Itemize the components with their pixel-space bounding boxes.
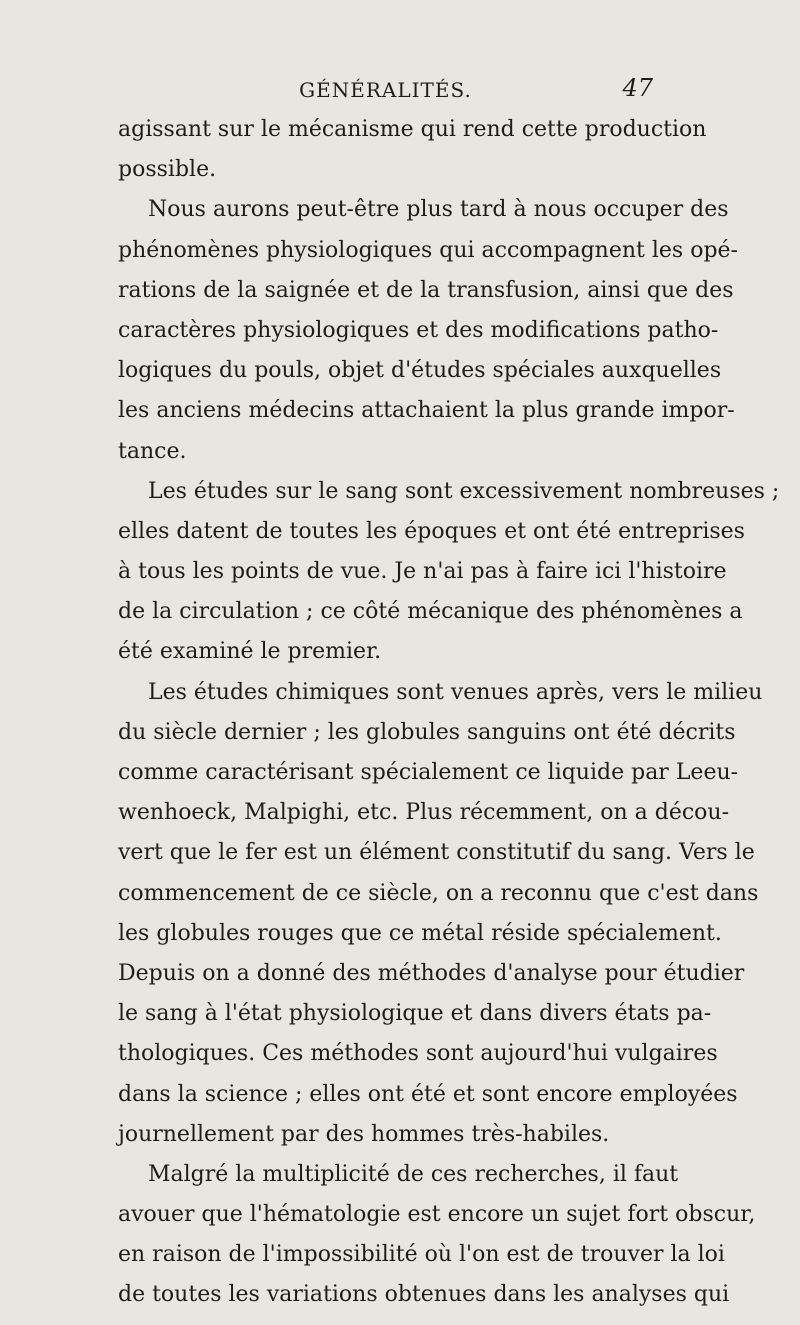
text-line: du siècle dernier ; les globules sanguins ont été décrits <box>118 719 736 745</box>
paragraph-first-line: Malgré la multiplicité de ces recherches, il faut <box>148 1161 679 1187</box>
text-line: possible. <box>118 157 217 183</box>
text-line: de la circulation ; ce côté mécanique des phénomènes a <box>118 599 743 625</box>
text-line: caractères physiologiques et des modifications patho- <box>118 317 719 343</box>
text-line: avouer que l'hématologie est encore un sujet fort obscur, <box>118 1202 756 1228</box>
text-line: journellement par des hommes très-habiles. <box>118 1121 610 1147</box>
text-line: de toutes les variations obtenues dans les analyses qui <box>118 1282 730 1308</box>
text-line: rations de la saignée et de la transfusion, ainsi que des <box>118 277 734 303</box>
text-line: tance. <box>118 438 187 464</box>
text-line: elles datent de toutes les époques et ont été entreprises <box>118 518 745 544</box>
text-line: agissant sur le mécanisme qui rend cette production <box>118 117 707 142</box>
text-line: commencement de ce siècle, on a reconnu que c'est dans <box>118 880 759 906</box>
page-number: 47 <box>622 74 653 102</box>
running-head: GÉNÉRALITÉS. <box>299 78 472 102</box>
text-line: wenhoeck, Malpighi, etc. Plus récemment, on a décou- <box>118 800 730 826</box>
paragraph-first-line: Les études sur le sang sont excessivement nombreuses ; <box>148 478 780 504</box>
text-line: à tous les points de vue. Je n'ai pas à faire ici l'histoire <box>118 559 727 585</box>
text-line: en raison de l'impossibilité où l'on est de trouver la loi <box>118 1242 725 1268</box>
text-line: thologiques. Ces méthodes sont aujourd'hui vulgaires <box>118 1041 718 1067</box>
paragraph-first-line: Nous aurons peut-être plus tard à nous occuper des <box>148 197 729 223</box>
text-line: comme caractérisant spécialement ce liquide par Leeu- <box>118 760 739 785</box>
text-line: les globules rouges que ce métal réside spécialement. <box>118 920 722 946</box>
page-header <box>118 74 653 108</box>
text-line: dans la science ; elles ont été et sont encore employées <box>118 1081 738 1107</box>
paragraph-first-line: Les études chimiques sont venues après, vers le milieu <box>148 679 763 705</box>
text-line: logiques du pouls, objet d'études spéciales auxquelles <box>118 358 722 384</box>
text-line: les anciens médecins attachaient la plus grande impor- <box>118 398 735 424</box>
text-line: été examiné le premier. <box>118 639 382 665</box>
text-line: le sang à l'état physiologique et dans divers états pa- <box>118 1001 712 1027</box>
text-line: Depuis on a donné des méthodes d'analyse pour étudier <box>118 960 745 986</box>
body-text <box>118 110 780 1316</box>
text-line: phénomènes physiologiques qui accompagnent les opé- <box>118 237 738 263</box>
text-line: vert que le fer est un élément constitutif du sang. Vers le <box>118 840 755 866</box>
